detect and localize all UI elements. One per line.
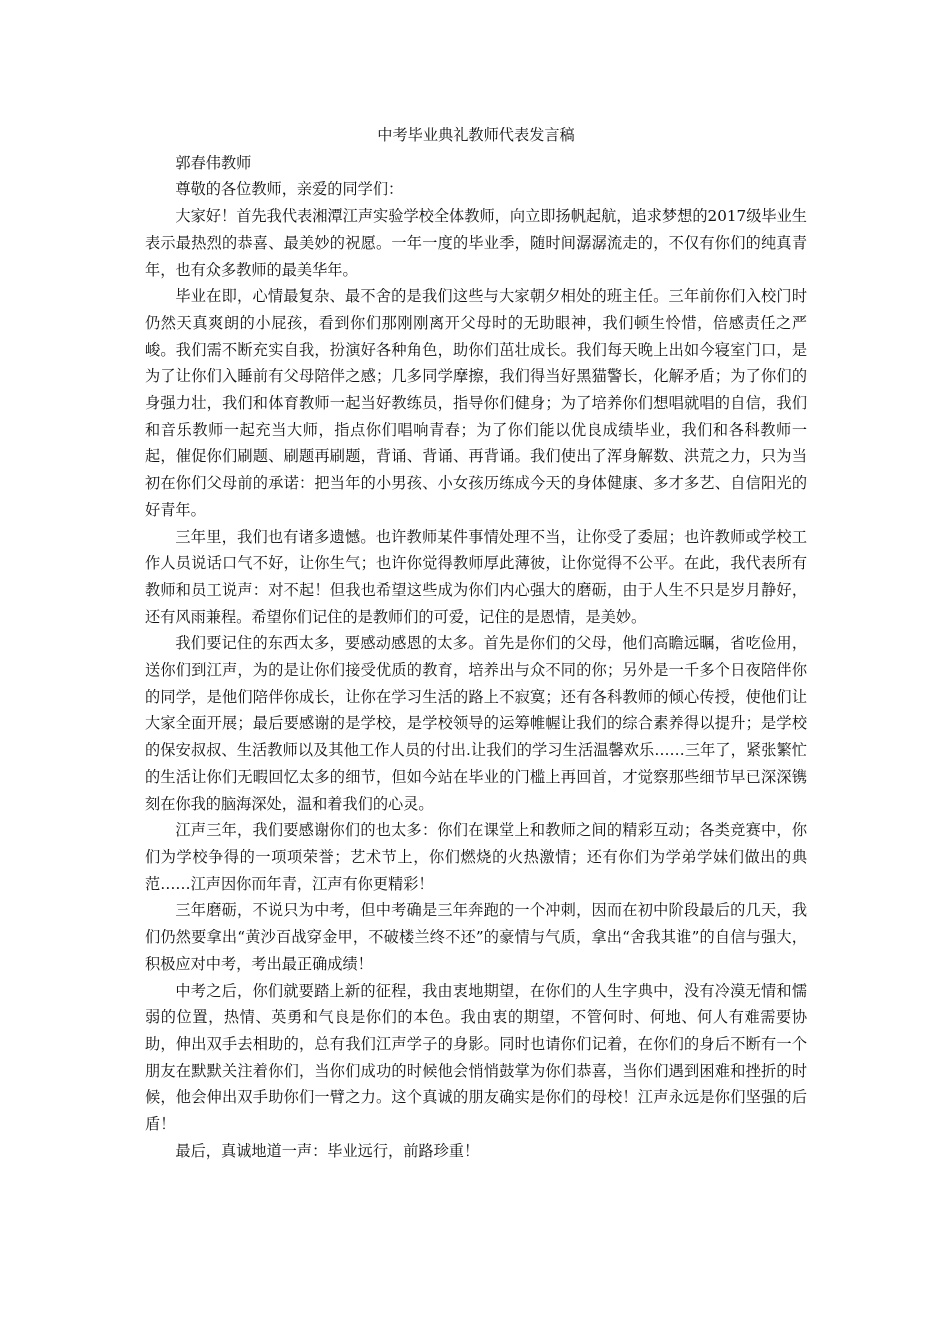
paragraph-greeting: 大家好！首先我代表湘潭江声实验学校全体教师，向立即扬帆起航，追求梦想的2017级毕业生表示最热烈的恭喜、最美妙的祝愿。一年一度的毕业季，随时间潺潺流走的，不仅有你们的纯真青年，也有众多教师的最美华年。: [145, 207, 807, 279]
paragraph-future-hopes: 中考之后，你们就要踏上新的征程，我由衷地期望，在你们的人生字典中，没有冷漠无情和懦弱的位置，热情、英勇和气良是你们的本色。我由衷的期望，不管何时、何地、何人有难需要协助，伸出双手去相助的，总有我们江声学子的身影。同时也请你们记着，在你们的身后不断有一个朋友在默默关注着你们，当你们成功的时候他会悄悄鼓掌为你们恭喜，当你们遇到困难和挫折的时候，他会伸出双手助你们一臂之力。这个真诚的朋友确实是你们的母校！江声永远是你们坚强的后盾！: [145, 981, 807, 1134]
author-line: 郭春伟教师: [175, 153, 252, 172]
document-page: [145, 122, 807, 1164]
paragraph-exam-encouragement: 三年磨砺，不说只为中考，但中考确是三年奔跑的一个冲刺，因而在初中阶段最后的几天，我们仍然要拿出“黄沙百战穿金甲，不破楼兰终不还”的豪情与气质，拿出“舍我其谁”的自信与强大，积极应对中考，考出最正确成绩！: [145, 901, 807, 973]
paragraph-gratitude: 我们要记住的东西太多，要感动感恩的太多。首先是你们的父母，他们高瞻远瞩，省吃俭用，送你们到江声，为的是让你们接受优质的教育，培养出与众不同的你；另外是一千多个日夜陪伴你的同学，是他们陪伴你成长，让你在学习生活的路上不寂寞；还有各科教师的倾心传授，使他们让大家全面开展；最后要感谢的是学校，是学校领导的运筹帷幄让我们的综合素养得以提升；是学校的保安叔叔、生活教师以及其他工作人员的付出.让我们的学习生活温馨欢乐……三年了，紧张繁忙的生活让你们无暇回忆太多的细节，但如今站在毕业的门槛上再回首，才觉察那些细节早已深深镌刻在你我的脑海深处，温和着我们的心灵。: [145, 634, 807, 813]
paragraph-thanks-students: 江声三年，我们要感谢你们的也太多：你们在课堂上和教师之间的精彩互动；各类竞赛中，你们为学校争得的一项项荣誉；艺术节上，你们燃烧的火热激情；还有你们为学弟学妹们做出的典范……江声因你而年青，江声有你更精彩！: [145, 821, 807, 893]
document-title: 中考毕业典礼教师代表发言稿: [377, 126, 575, 144]
salutation-line: 尊敬的各位教师，亲爱的同学们：: [175, 180, 404, 199]
paragraph-regrets: 三年里，我们也有诸多遗憾。也许教师某件事情处理不当，让你受了委屈；也许教师或学校工作人员说话口气不好，让你生气；也许你觉得教师厚此薄彼，让你觉得不公平。在此，我代表所有教师和员工说声：对不起！但我也希望这些成为你们内心强大的磨砺，由于人生不只是岁月静好，还有风雨兼程。希望你们记住的是教师们的可爱，记住的是恩情，是美妙。: [145, 527, 807, 626]
paragraph-closing: 最后，真诚地道一声：毕业远行，前路珍重！: [175, 1141, 480, 1160]
paragraph-head-teachers: 毕业在即，心情最复杂、最不舍的是我们这些与大家朝夕相处的班主任。三年前你们入校门时仍然天真爽朗的小屁孩，看到你们那刚刚离开父母时的无助眼神，我们顿生怜惜，倍感责任之严峻。我们需不断充实自我，扮演好各种角色，助你们茁壮成长。我们每天晚上出如今寝室门口，是为了让你们入睡前有父母陪伴之感；几多同学摩擦，我们得当好黑猫警长，化解矛盾；为了你们的身强力壮，我们和体育教师一起当好教练员，指导你们健身；为了培养你们想唱就唱的自信，我们和音乐教师一起充当大师，指点你们唱响青春；为了你们能以优良成绩毕业，我们和各科教师一起，催促你们刷题、刷题再刷题，背诵、背诵、再背诵。我们使出了浑身解数、洪荒之力，只为当初在你们父母前的承诺：把当年的小男孩、小女孩历练成今天的身体健康、多才多艺、自信阳光的好青年。: [145, 287, 807, 519]
